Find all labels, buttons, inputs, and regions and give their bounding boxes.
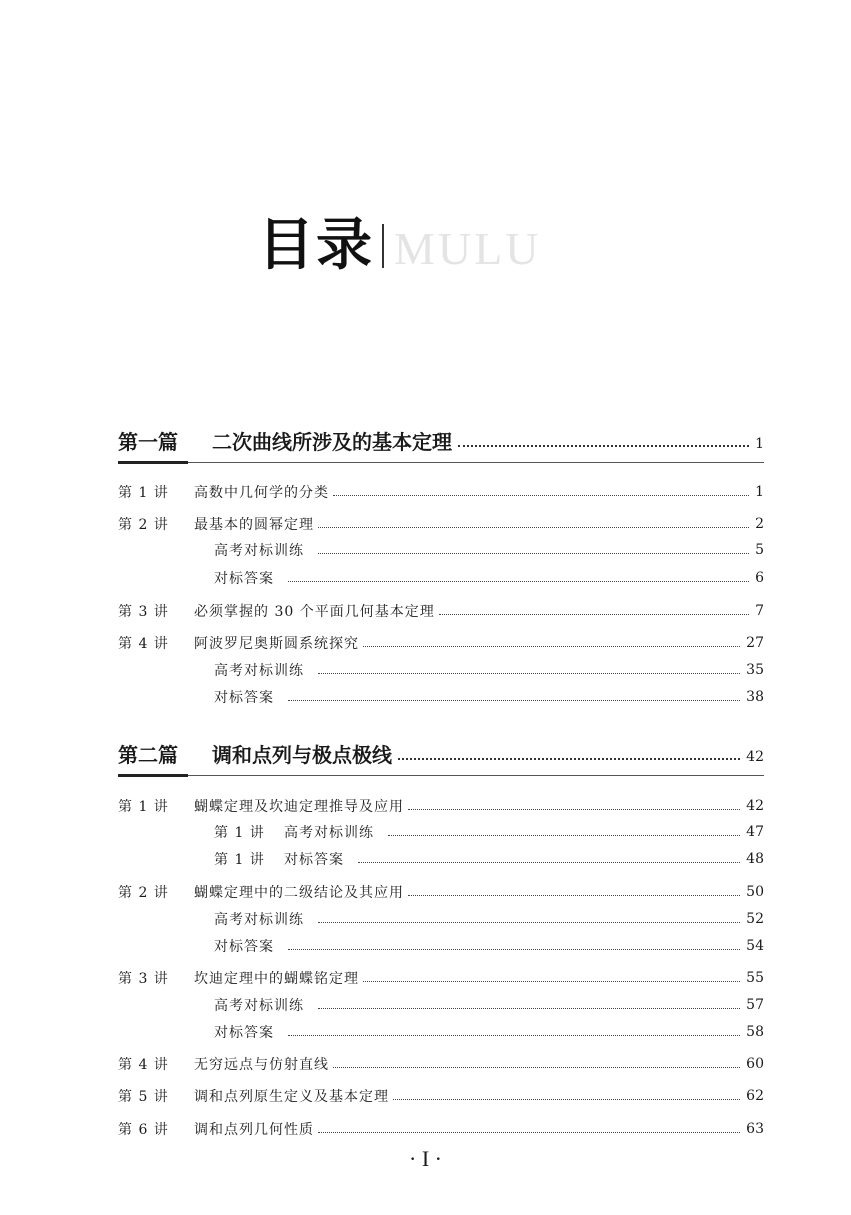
lecture-label: 第 1 讲 [118, 485, 169, 501]
part-rule-thin [188, 775, 764, 776]
page-number: 27 [746, 635, 764, 651]
lecture-label: 第 3 讲 [118, 971, 169, 987]
entry-title: 高考对标训练 [214, 663, 304, 679]
title-latin: MULU [394, 223, 542, 274]
dot-leader [408, 809, 740, 810]
entry-title: 对标答案 [214, 1025, 274, 1041]
dot-leader [458, 445, 749, 447]
page-title: 目录 [258, 213, 374, 278]
page-number: 7 [755, 603, 764, 619]
toc-subentry[interactable] [214, 538, 764, 562]
part-label: 第一篇 [118, 429, 178, 454]
toc-entry[interactable] [118, 966, 764, 990]
entry-title: 高考对标训练 [214, 912, 304, 928]
part-label: 第二篇 [118, 742, 178, 767]
dot-leader [408, 895, 740, 896]
entry-title: 对标答案 [214, 690, 274, 706]
toc-entry[interactable] [118, 631, 764, 655]
entry-title: 调和点列原生定义及基本定理 [194, 1089, 389, 1105]
page-number: 50 [746, 884, 764, 900]
page-number: 5 [755, 542, 764, 558]
entry-title: 高考对标训练 [214, 543, 304, 559]
page-number: 55 [746, 970, 764, 986]
entry-title: 高数中几何学的分类 [194, 485, 329, 501]
lecture-label: 第 1 讲 [214, 825, 265, 841]
dot-leader [363, 646, 740, 647]
dot-leader [288, 700, 740, 701]
page-number: 1 [755, 436, 764, 452]
entry-title: 阿波罗尼奥斯圆系统探究 [194, 636, 359, 652]
entry-title: 高考对标训练 [214, 998, 304, 1014]
page-number: 35 [746, 662, 764, 678]
entry-title: 对标答案 [214, 571, 274, 587]
lecture-label: 第 1 讲 [118, 799, 169, 815]
entry-title: 必须掌握的 30 个平面几何基本定理 [194, 604, 435, 620]
lecture-label: 第 2 讲 [118, 885, 169, 901]
lecture-label: 第 3 讲 [118, 604, 169, 620]
lecture-label: 第 4 讲 [118, 636, 169, 652]
entry-title: 最基本的圆幂定理 [194, 517, 314, 533]
entry-title: 蝴蝶定理中的二级结论及其应用 [194, 885, 404, 901]
lecture-label: 第 5 讲 [118, 1089, 169, 1105]
entry-title: 对标答案 [284, 852, 344, 868]
toc-entry[interactable] [118, 794, 764, 818]
part-heading[interactable] [118, 738, 764, 782]
toc-entry[interactable] [118, 599, 764, 623]
entry-title: 无穷远点与仿射直线 [194, 1057, 329, 1073]
dot-leader [333, 1067, 740, 1068]
page-number: 52 [746, 911, 764, 927]
dot-leader [363, 981, 740, 982]
dot-leader [439, 614, 749, 615]
toc-subentry[interactable] [214, 847, 764, 871]
entry-title: 对标答案 [214, 939, 274, 955]
dot-leader [333, 495, 749, 496]
toc-part-1 [118, 425, 764, 469]
lecture-label: 第 6 讲 [118, 1122, 169, 1138]
part-title: 调和点列与极点极线 [212, 742, 392, 767]
page-number: 42 [746, 749, 764, 765]
part-rule [118, 461, 188, 464]
dot-leader [398, 758, 740, 760]
entry-title: 调和点列几何性质 [194, 1122, 314, 1138]
page-number: 1 [755, 484, 764, 500]
dot-leader [393, 1099, 740, 1100]
page-number: 42 [746, 798, 764, 814]
toc-header [258, 213, 542, 278]
dot-leader [318, 527, 749, 528]
toc-subentry[interactable] [214, 820, 764, 844]
toc-entry[interactable] [118, 1084, 764, 1108]
entry-title: 坎迪定理中的蝴蝶铭定理 [194, 971, 359, 987]
page-number: 57 [746, 997, 764, 1013]
toc-part-2 [118, 738, 764, 782]
toc-subentry[interactable] [214, 685, 764, 709]
dot-leader [318, 922, 740, 923]
dot-leader [288, 949, 740, 950]
dot-leader [288, 1035, 740, 1036]
page-number: 63 [746, 1121, 764, 1137]
dot-leader [318, 553, 749, 554]
part-rule [118, 774, 188, 777]
page-number: 54 [746, 938, 764, 954]
toc-subentry[interactable] [214, 566, 764, 590]
page-number: 58 [746, 1024, 764, 1040]
dot-leader [288, 581, 749, 582]
toc-entry[interactable] [118, 512, 764, 536]
toc-subentry[interactable] [214, 658, 764, 682]
page-number: 47 [746, 824, 764, 840]
lecture-label: 第 4 讲 [118, 1057, 169, 1073]
page-number: 38 [746, 689, 764, 705]
part-rule-thin [188, 462, 764, 463]
page-number: 6 [755, 570, 764, 586]
page-footer-number: · I · [409, 1146, 442, 1171]
lecture-label: 第 2 讲 [118, 517, 169, 533]
toc-subentry[interactable] [214, 934, 764, 958]
page-number: 48 [746, 851, 764, 867]
entry-title: 高考对标训练 [284, 825, 374, 841]
dot-leader [318, 1132, 740, 1133]
toc-subentry[interactable] [214, 1020, 764, 1044]
toc-subentry[interactable] [214, 993, 764, 1017]
toc-entry[interactable] [118, 1117, 764, 1141]
toc-entry[interactable] [118, 1052, 764, 1076]
page-number: 2 [755, 516, 764, 532]
toc-entry[interactable] [118, 880, 764, 904]
entry-title: 蝴蝶定理及坎迪定理推导及应用 [194, 799, 404, 815]
dot-leader [388, 835, 740, 836]
part-title: 二次曲线所涉及的基本定理 [212, 429, 452, 454]
title-divider [382, 224, 384, 268]
page-number: 60 [746, 1056, 764, 1072]
dot-leader [318, 1008, 740, 1009]
page-number: 62 [746, 1088, 764, 1104]
part-heading[interactable] [118, 425, 764, 469]
toc-entry[interactable] [118, 480, 764, 504]
dot-leader [318, 673, 740, 674]
lecture-label: 第 1 讲 [214, 852, 265, 868]
dot-leader [358, 862, 740, 863]
toc-subentry[interactable] [214, 907, 764, 931]
